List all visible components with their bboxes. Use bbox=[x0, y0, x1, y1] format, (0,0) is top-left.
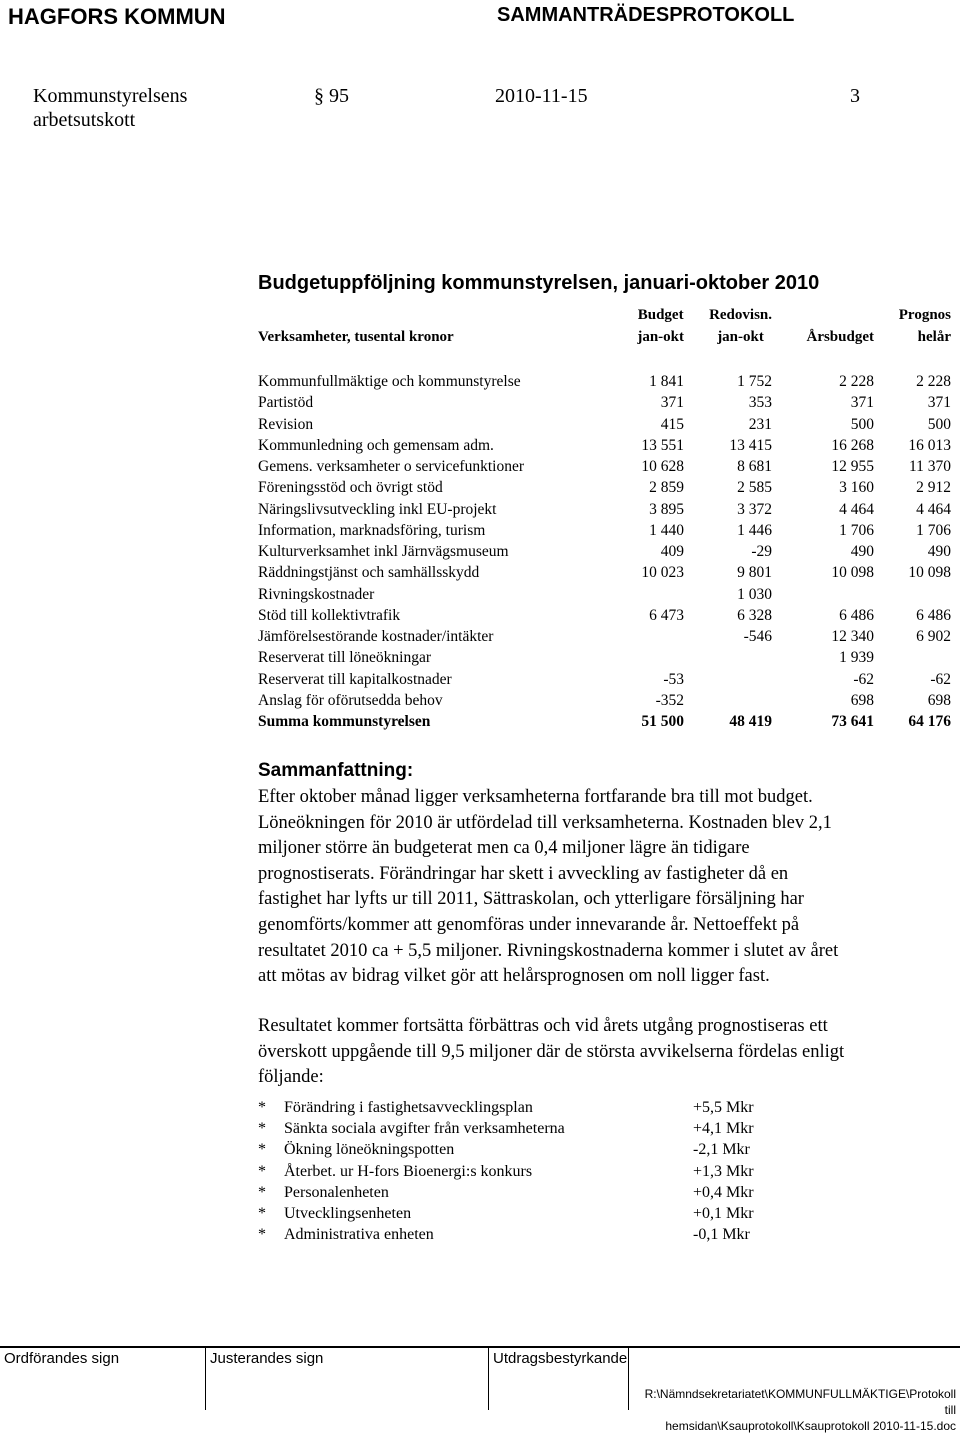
table-cell: 10 098 bbox=[831, 564, 874, 581]
column-header-line-1: Budget bbox=[637, 307, 684, 323]
column-header-line-1: Redovisn. bbox=[709, 307, 772, 323]
bullet-value: +4,1 Mkr bbox=[693, 1120, 754, 1137]
bullet-label: Ökning löneökningspotten bbox=[284, 1141, 455, 1158]
adjuster-signature-label: Justerandes sign bbox=[210, 1350, 324, 1367]
table-cell: 500 bbox=[850, 416, 874, 433]
table-cell: 2 585 bbox=[737, 479, 772, 496]
bullet-value: -0,1 Mkr bbox=[693, 1226, 750, 1243]
paragraph-line: prognostiserats. Förändringar har skett i avveckling av fastigheter då en bbox=[258, 863, 789, 884]
paragraph-line: följande: bbox=[258, 1067, 324, 1088]
paragraph-line: resultatet 2010 ca + 5,5 miljoner. Rivningskostnaderna kommer i slutet av året bbox=[258, 940, 839, 961]
page-number: 3 bbox=[850, 85, 860, 107]
table-cell: 6 486 bbox=[839, 607, 874, 624]
table-cell: 1 440 bbox=[649, 522, 684, 539]
table-row-label: Gemens. verksamheter o servicefunktioner bbox=[258, 458, 524, 475]
paragraph-line: Resultatet kommer fortsätta förbättras och vid årets utgång prognostiseras ett bbox=[258, 1016, 828, 1036]
paragraph-line: Löneökningen för 2010 är utfördelad till verksamheterna. Kostnaden blev 2,1 bbox=[258, 812, 832, 833]
table-cell: 51 500 bbox=[641, 713, 684, 730]
table-row-label: Summa kommunstyrelsen bbox=[258, 713, 431, 730]
bullet-label: Återbet. ur H-fors Bioenergi:s konkurs bbox=[284, 1163, 533, 1180]
table-cell: 11 370 bbox=[908, 458, 951, 475]
table-cell: 8 681 bbox=[737, 458, 772, 475]
table-cell: 4 464 bbox=[916, 501, 951, 518]
section-number: § 95 bbox=[314, 85, 349, 107]
bullet-value: +0,1 Mkr bbox=[693, 1205, 754, 1222]
table-cell: 1 706 bbox=[916, 522, 951, 539]
bullet-marker: * bbox=[258, 1141, 266, 1158]
paragraph-line: fastighet har lyfts ur till 2011, Sättraskolan, och ytterligare försäljning har bbox=[258, 889, 804, 910]
table-cell: 490 bbox=[850, 543, 874, 560]
table-cell: 409 bbox=[660, 543, 684, 560]
table-cell: 353 bbox=[748, 394, 772, 411]
column-header bbox=[806, 304, 874, 348]
column-header bbox=[899, 304, 951, 348]
table-cell: 2 228 bbox=[839, 373, 874, 390]
table-cell: -53 bbox=[663, 671, 684, 688]
bullet-label: Sänkta sociala avgifter från verksamheterna bbox=[284, 1120, 565, 1137]
column-header-line-1 bbox=[806, 304, 874, 326]
summary-heading: Sammanfattning: bbox=[258, 760, 414, 781]
table-cell: 6 328 bbox=[737, 607, 772, 624]
paragraph-line: Efter oktober månad ligger verksamheterna fortfarande bra till mot budget. bbox=[258, 787, 813, 807]
table-cell: 231 bbox=[748, 416, 772, 433]
file-path-line-2: hemsidan\Ksauprotokoll\Ksauprotokoll 2010-11-15.doc bbox=[665, 1419, 956, 1433]
table-row-label: Rivningskostnader bbox=[258, 586, 375, 603]
file-path-line-1: R:\Nämndsekretariatet\KOMMUNFULLMÄKTIGE\Protokoll till bbox=[644, 1387, 956, 1417]
certification-label: Utdragsbestyrkande bbox=[493, 1350, 628, 1367]
table-row-label: Partistöd bbox=[258, 394, 314, 411]
committee-line-1: Kommunstyrelsens bbox=[33, 85, 188, 107]
summary-paragraph-1 bbox=[258, 785, 958, 990]
bullet-label: Förändring i fastighetsavvecklingsplan bbox=[284, 1099, 533, 1116]
summary-paragraph-2 bbox=[258, 1014, 958, 1091]
paragraph-line: genomförts/kommer att genomföras under innevarande år. Nettoeffekt på bbox=[258, 914, 800, 935]
table-cell: 371 bbox=[850, 394, 874, 411]
bullet-label: Personalenheten bbox=[284, 1184, 389, 1201]
table-cell: 1 030 bbox=[737, 586, 772, 603]
bullet-marker: * bbox=[258, 1163, 266, 1180]
bullet-marker: * bbox=[258, 1226, 266, 1243]
table-row-label: Revision bbox=[258, 416, 314, 433]
bullet-value: +0,4 Mkr bbox=[693, 1184, 754, 1201]
table-cell: -546 bbox=[743, 628, 772, 645]
table-cell: 6 902 bbox=[916, 628, 951, 645]
column-header-line-2: jan-okt bbox=[637, 329, 684, 345]
committee-name bbox=[33, 84, 187, 132]
footer-rule bbox=[0, 1346, 960, 1348]
table-row-label: Näringslivsutveckling inkl EU-projekt bbox=[258, 501, 497, 518]
column-header-line-2: helår bbox=[917, 329, 951, 345]
bullet-marker: * bbox=[258, 1205, 266, 1222]
table-cell: 1 446 bbox=[737, 522, 772, 539]
committee-line-2: arbetsutskott bbox=[33, 109, 136, 131]
table-cell: 3 895 bbox=[649, 501, 684, 518]
table-cell: 64 176 bbox=[908, 713, 951, 730]
row-header: Verksamheter, tusental kronor bbox=[258, 329, 454, 345]
file-path bbox=[630, 1386, 956, 1434]
table-cell: 10 023 bbox=[641, 564, 684, 581]
table-cell: 16 268 bbox=[831, 437, 874, 454]
paragraph-line: överskott uppgående till 9,5 miljoner där de största avvikelserna fördelas enligt bbox=[258, 1041, 845, 1062]
table-row-label: Jämförelsestörande kostnader/intäkter bbox=[258, 628, 494, 645]
table-cell: 13 551 bbox=[641, 437, 684, 454]
sign-divider bbox=[205, 1346, 206, 1410]
paragraph-line: att mötas av bidrag vilket gör att helårsprognosen om noll ligger fast. bbox=[258, 966, 770, 987]
document-type: SAMMANTRÄDESPROTOKOLL bbox=[497, 4, 795, 26]
table-cell: 4 464 bbox=[839, 501, 874, 518]
column-header-line-2: jan-okt bbox=[717, 329, 764, 345]
table-cell: 12 340 bbox=[831, 628, 874, 645]
table-cell: 2 912 bbox=[916, 479, 951, 496]
table-cell: 500 bbox=[927, 416, 951, 433]
table-cell: 371 bbox=[660, 394, 684, 411]
table-cell: 698 bbox=[927, 692, 951, 709]
table-row-label: Kommunfullmäktige och kommunstyrelse bbox=[258, 373, 521, 390]
chairman-signature-label: Ordförandes sign bbox=[4, 1350, 120, 1367]
bullet-value: +5,5 Mkr bbox=[693, 1099, 754, 1116]
table-cell: 12 955 bbox=[831, 458, 874, 475]
bullet-marker: * bbox=[258, 1184, 266, 1201]
table-cell: 16 013 bbox=[908, 437, 951, 454]
table-cell: 1 752 bbox=[737, 373, 772, 390]
table-row-label: Reserverat till kapitalkostnader bbox=[258, 671, 452, 688]
table-cell: 10 628 bbox=[641, 458, 684, 475]
table-cell: 73 641 bbox=[831, 713, 874, 730]
table-cell: 1 939 bbox=[839, 649, 874, 666]
table-cell: 371 bbox=[927, 394, 951, 411]
meeting-date: 2010-11-15 bbox=[495, 85, 588, 107]
table-cell: 698 bbox=[850, 692, 874, 709]
sign-divider bbox=[488, 1346, 489, 1410]
column-header-line-2: Årsbudget bbox=[806, 329, 874, 345]
table-cell: 490 bbox=[927, 543, 951, 560]
table-cell: 1 841 bbox=[649, 373, 684, 390]
bullet-value: -2,1 Mkr bbox=[693, 1141, 750, 1158]
table-row-label: Föreningsstöd och övrigt stöd bbox=[258, 479, 443, 496]
paragraph-line: miljoner större än budgeterat men ca 0,4 miljoner lägre än tidigare bbox=[258, 838, 750, 859]
table-row-label: Information, marknadsföring, turism bbox=[258, 522, 486, 539]
table-cell: 13 415 bbox=[729, 437, 772, 454]
table-row-label: Reserverat till löneökningar bbox=[258, 649, 432, 666]
table-cell: 415 bbox=[660, 416, 684, 433]
table-cell: -62 bbox=[930, 671, 951, 688]
table-cell: 10 098 bbox=[908, 564, 951, 581]
table-cell: 1 706 bbox=[839, 522, 874, 539]
table-row-label: Stöd till kollektivtrafik bbox=[258, 607, 401, 624]
table-cell: 9 801 bbox=[737, 564, 772, 581]
municipality-name: HAGFORS KOMMUN bbox=[8, 4, 226, 29]
bullet-label: Administrativa enheten bbox=[284, 1226, 434, 1243]
sign-divider bbox=[628, 1346, 629, 1410]
table-cell: -352 bbox=[655, 692, 684, 709]
table-row-label: Kulturverksamhet inkl Järnvägsmuseum bbox=[258, 543, 509, 560]
table-cell: 6 473 bbox=[649, 607, 684, 624]
column-header bbox=[637, 304, 684, 348]
bullet-marker: * bbox=[258, 1120, 266, 1137]
table-cell: 6 486 bbox=[916, 607, 951, 624]
bullet-marker: * bbox=[258, 1099, 266, 1116]
column-header bbox=[709, 304, 772, 348]
bullet-value: +1,3 Mkr bbox=[693, 1163, 754, 1180]
table-cell: 2 859 bbox=[649, 479, 684, 496]
table-cell: 3 160 bbox=[839, 479, 874, 496]
table-title: Budgetuppföljning kommunstyrelsen, januari-oktober 2010 bbox=[258, 272, 820, 294]
column-header-line-1: Prognos bbox=[898, 307, 951, 323]
table-row-label: Kommunledning och gemensam adm. bbox=[258, 437, 494, 454]
table-cell: -29 bbox=[751, 543, 772, 560]
bullet-label: Utvecklingsenheten bbox=[284, 1205, 412, 1222]
table-cell: -62 bbox=[853, 671, 874, 688]
table-cell: 2 228 bbox=[916, 373, 951, 390]
table-cell: 3 372 bbox=[737, 501, 772, 518]
table-row-label: Räddningstjänst och samhällsskydd bbox=[258, 564, 480, 581]
table-cell: 48 419 bbox=[729, 713, 772, 730]
table-row-label: Anslag för oförutsedda behov bbox=[258, 692, 443, 709]
